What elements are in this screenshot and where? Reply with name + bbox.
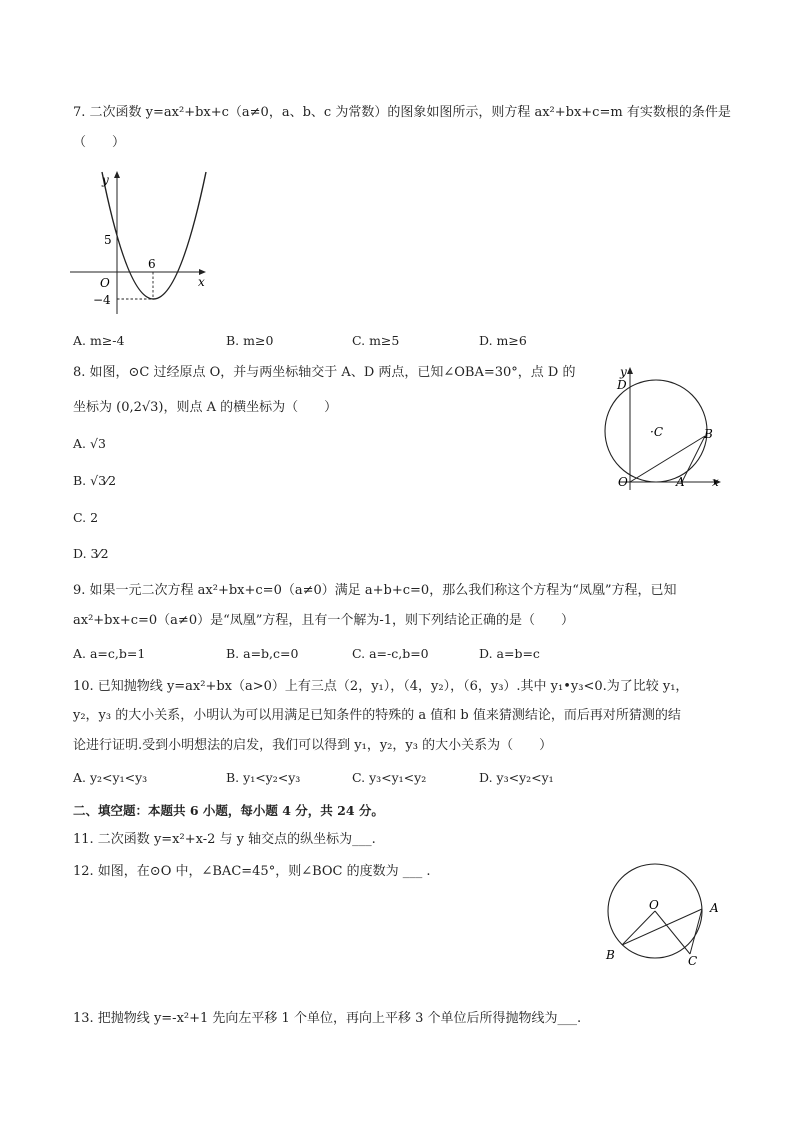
q7-answer-paren: （ ） (73, 135, 126, 150)
q9-stem-line2: ax²+bx+c=0（a≠0）是“凤凰”方程，且有一个解为-1，则下列结论正确的是（ ） (73, 613, 575, 628)
q12-circle-figure (600, 862, 735, 972)
q8-option-c: C. 2 (73, 510, 99, 525)
q8-option-b: B. √3⁄2 (73, 473, 117, 488)
q7-option-c: C. m≥5 (352, 333, 400, 348)
q8-circle-figure (600, 362, 725, 492)
q10-stem-line2: y₂，y₃ 的大小关系，小明认为可以用满足已知条件的特殊的 a 值和 b 值来猜测结论，而后再对所猜测的结 (73, 708, 681, 723)
section-fill-in-heading: 二、填空题：本题共 6 小题，每小题 4 分，共 24 分。 (73, 803, 384, 818)
q7-origin-label: O (100, 276, 110, 290)
q12-point-b: B (606, 948, 615, 962)
q10-stem-line1: 10. 已知抛物线 y=ax²+bx（a>0）上有三点（2，y₁），（4，y₂），（6，y₃）.其中 y₁•y₃<0.为了比较 y₁， (73, 679, 689, 694)
q8-point-a: A (676, 475, 685, 489)
q7-y-intercept-label: 5 (104, 233, 112, 247)
q7-parabola-graph (66, 168, 216, 318)
q10-option-c: C. y₃<y₁<y₂ (352, 770, 427, 785)
q10-option-b: B. y₁<y₂<y₃ (226, 770, 301, 785)
q7-option-d: D. m≥6 (479, 333, 527, 348)
q9-option-d: D. a=b=c (479, 646, 540, 661)
q8-origin-o: O (618, 475, 628, 489)
q8-y-label: y (620, 365, 627, 379)
q12-point-c: C (688, 954, 698, 968)
q10-option-d: D. y₃<y₂<y₁ (479, 770, 554, 785)
q8-x-label: x (712, 475, 719, 489)
q10-stem-line3: 论进行证明.受到小明想法的启发，我们可以得到 y₁，y₂，y₃ 的大小关系为（ ） (73, 738, 553, 753)
q7-option-a: A. m≥-4 (73, 333, 125, 348)
q8-stem-line2: 坐标为 (0,2√3)，则点 A 的横坐标为（ ） (73, 400, 338, 415)
q13-stem: 13. 把抛物线 y=-x²+1 先向左平移 1 个单位，再向上平移 3 个单位后所得抛物线为___. (73, 1011, 582, 1026)
q8-stem-line1: 8. 如图，⊙C 过经原点 O，并与两坐标轴交于 A、D 两点，已知∠OBA=30°，点 D 的 (73, 365, 576, 380)
q8-point-d: D (617, 378, 627, 392)
q9-option-a: A. a=c,b=1 (73, 646, 146, 661)
q10-option-a: A. y₂<y₁<y₃ (73, 770, 148, 785)
q12-center-o: O (649, 898, 659, 912)
q7-x-label: x (198, 275, 205, 289)
q7-y-label: y (102, 173, 109, 187)
q7-stem: 7. 二次函数 y=ax²+bx+c（a≠0，a、b、c 为常数）的图象如图所示，则方程 ax²+bx+c=m 有实数根的条件是 (73, 105, 731, 120)
q12-point-a: A (710, 901, 719, 915)
q8-option-d: D. 3⁄2 (73, 546, 109, 561)
q9-option-c: C. a=-c,b=0 (352, 646, 429, 661)
q9-option-b: B. a=b,c=0 (226, 646, 299, 661)
q9-stem-line1: 9. 如果一元二次方程 ax²+bx+c=0（a≠0）满足 a+b+c=0，那么我们称这个方程为“凤凰”方程，已知 (73, 583, 677, 598)
q8-option-a: A. √3 (73, 436, 106, 451)
q11-stem: 11. 二次函数 y=x²+x-2 与 y 轴交点的纵坐标为___. (73, 832, 376, 847)
q7-option-b: B. m≥0 (226, 333, 274, 348)
q7-vertex-y-label: −4 (93, 293, 111, 307)
q8-center-c: ·C (650, 425, 663, 439)
q12-stem: 12. 如图，在⊙O 中，∠BAC=45°，则∠BOC 的度数为 ___ . (73, 864, 431, 879)
q7-vertex-x-label: 6 (148, 257, 156, 271)
q8-point-b: B (704, 427, 713, 441)
